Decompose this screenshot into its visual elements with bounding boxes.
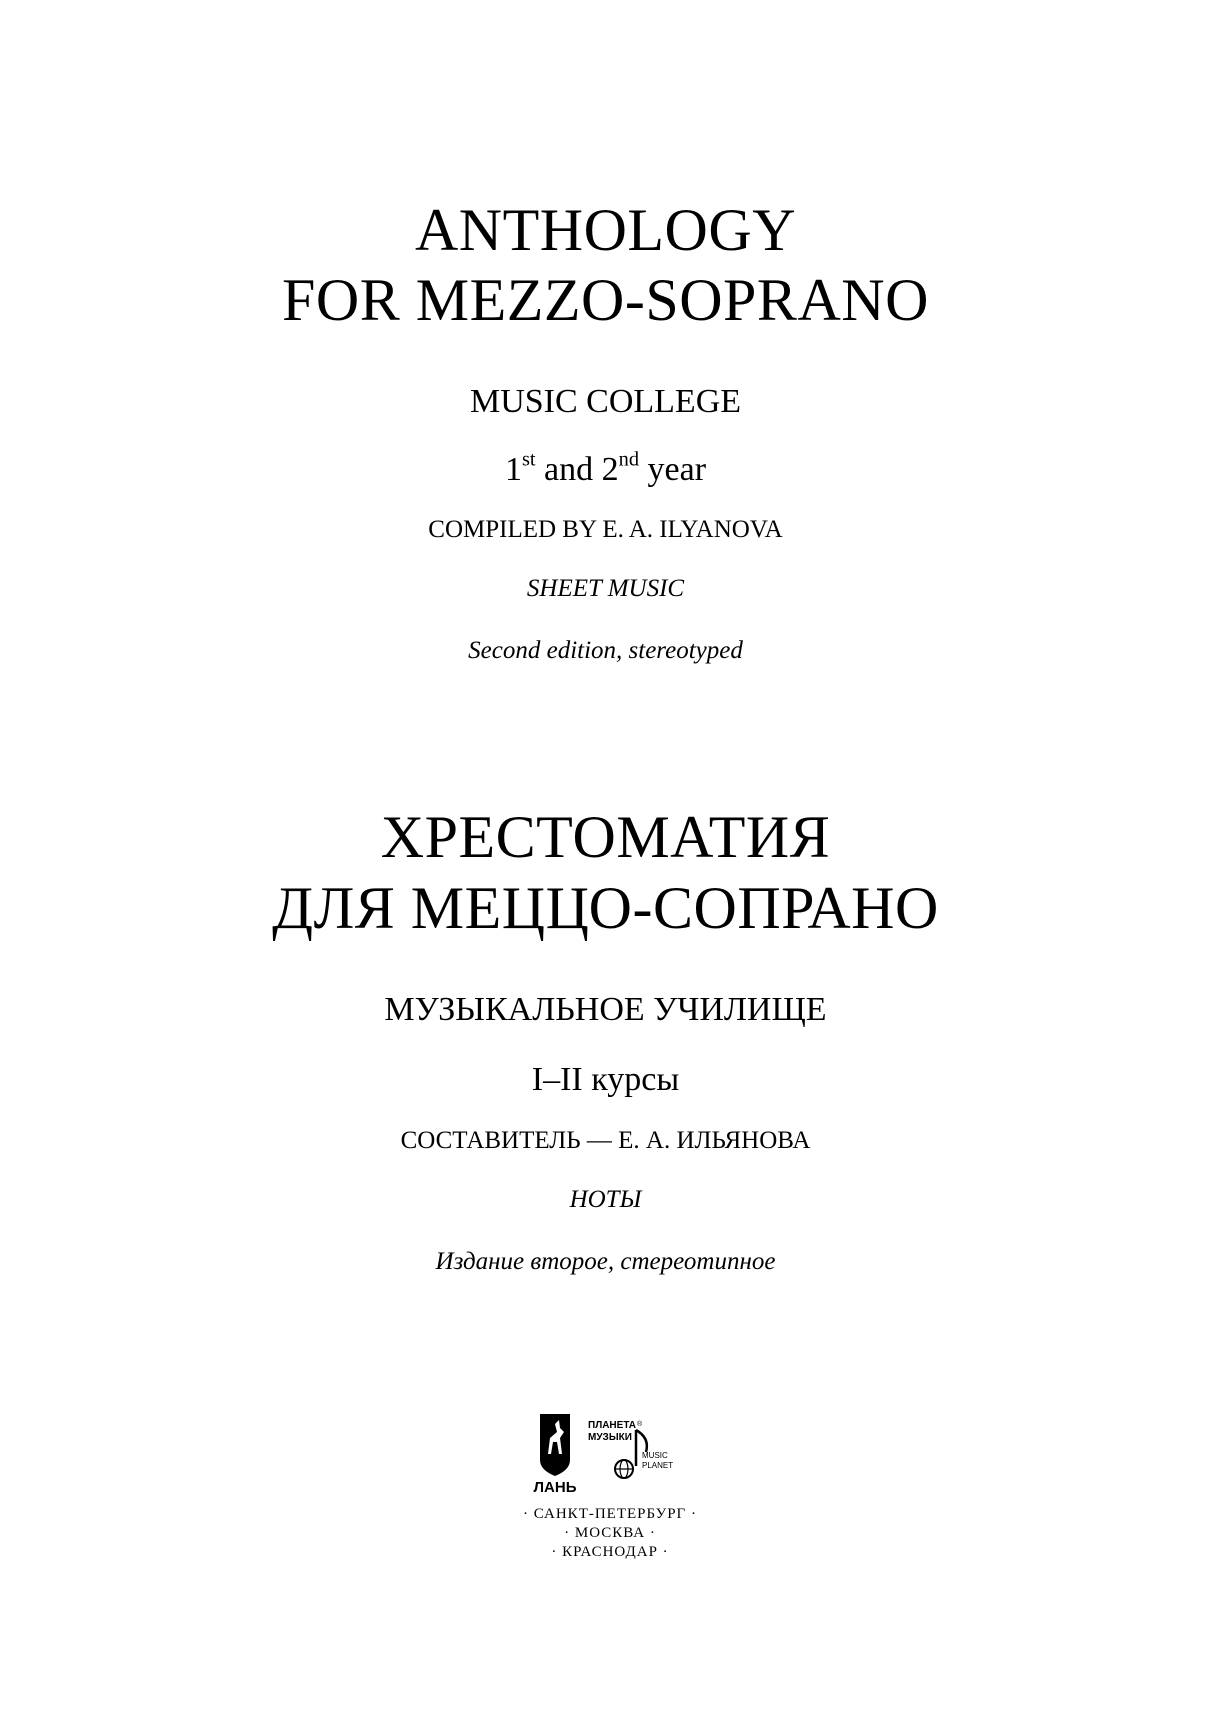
- english-title-line-1: ANTHOLOGY: [414, 197, 797, 263]
- publisher-logo: [510, 1408, 710, 1558]
- publisher-city-2: · МОСКВА ·: [564, 1525, 656, 1541]
- russian-institution: МУЗЫКАЛЬНОЕ УЧИЛИЩЕ: [384, 991, 827, 1028]
- logo-registered-mark: ®: [637, 1421, 643, 1428]
- year-first-number: 1: [504, 451, 522, 488]
- year-word: year: [639, 451, 707, 488]
- year-first-suffix: st: [521, 448, 536, 471]
- russian-course: I–II курсы: [531, 1061, 680, 1098]
- english-year: [0, 450, 1211, 490]
- logo-music-text: MUSIC: [642, 1451, 668, 1460]
- russian-edition: Издание второе, стереотипное: [435, 1248, 776, 1275]
- globe-icon: [615, 1460, 633, 1478]
- publisher-logo-graphic: [510, 1408, 710, 1498]
- lan-deer-icon: [540, 1414, 570, 1476]
- russian-title-line-2: ДЛЯ МЕЦЦО-СОПРАНО: [272, 875, 939, 941]
- english-institution: MUSIC COLLEGE: [469, 383, 742, 420]
- logo-planet-line-2: МУЗЫКИ: [588, 1432, 632, 1443]
- english-title-line-2: FOR MEZZO-SOPRANO: [282, 267, 929, 333]
- russian-type: НОТЫ: [569, 1186, 642, 1213]
- logo-planet-en-text: PLANET: [642, 1461, 674, 1470]
- english-edition: Second edition, stereotyped: [468, 637, 743, 664]
- english-compiled-by: COMPILED BY E. A. ILYANOVA: [428, 516, 783, 543]
- english-type: SHEET MUSIC: [526, 575, 685, 602]
- publisher-city-3: · КРАСНОДАР ·: [551, 1544, 669, 1560]
- publisher-city-1: · САНКТ-ПЕТЕРБУРГ ·: [523, 1506, 697, 1522]
- russian-title-line-1: ХРЕСТОМАТИЯ: [380, 804, 831, 870]
- logo-planet-line-1: ПЛАНЕТА: [588, 1420, 637, 1431]
- year-second-suffix: nd: [618, 448, 640, 471]
- logo-lan-text: ЛАНЬ: [533, 1479, 577, 1496]
- russian-compiled-by: СОСТАВИТЕЛЬ — Е. А. ИЛЬЯНОВА: [400, 1127, 811, 1154]
- year-and-second-number: and 2: [535, 451, 619, 488]
